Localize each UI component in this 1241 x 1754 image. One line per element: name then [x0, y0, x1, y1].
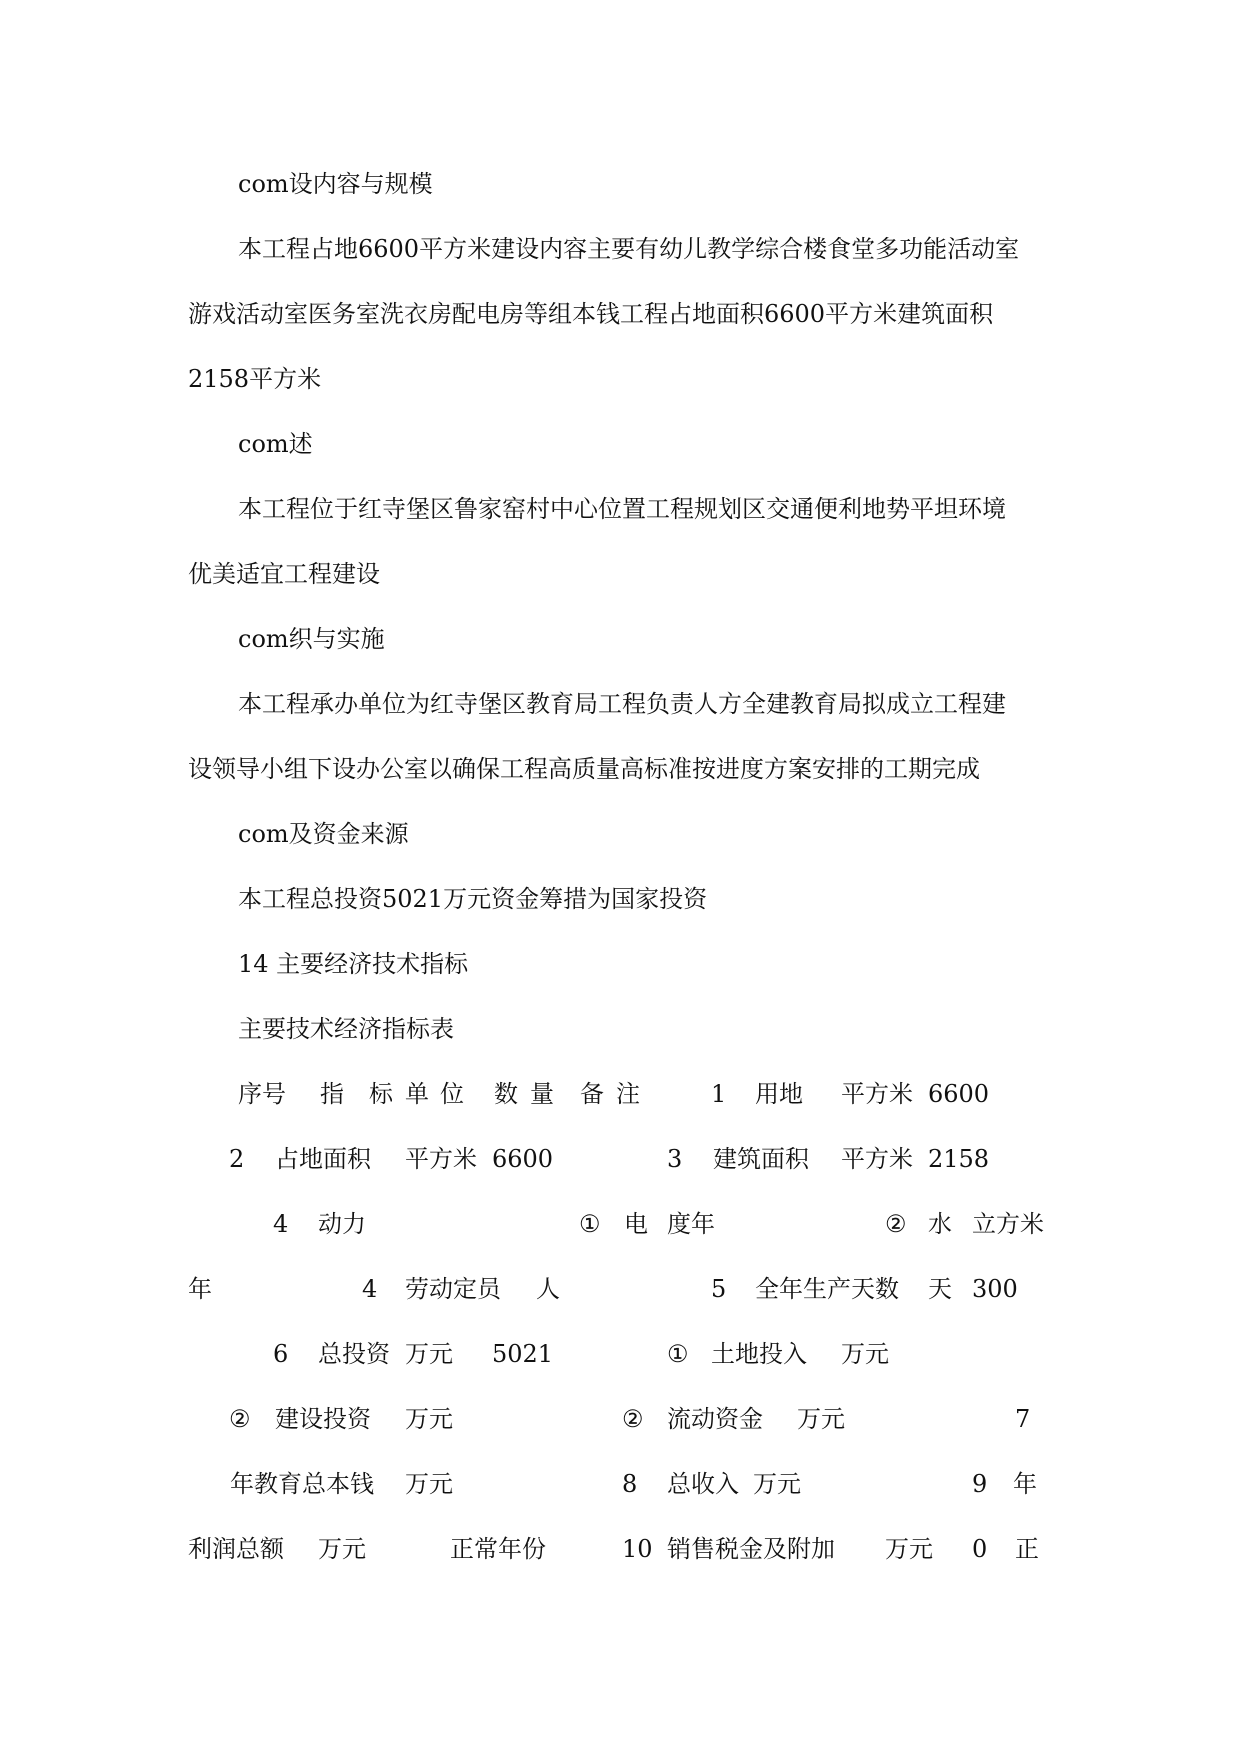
table-cell: 万元 [405, 1470, 453, 1498]
table-line [0, 1334, 1241, 1374]
table-line [0, 1464, 1241, 1504]
paragraph-line: 游戏活动室医务室洗衣房配电房等组本钱工程占地面积6600平方米建筑面积 [188, 300, 994, 328]
table-cell: 标 [369, 1080, 393, 1108]
table-cell: 9 [972, 1470, 988, 1498]
section-heading-indicators: 14 主要经济技术指标 [238, 950, 469, 978]
table-cell: 水 [928, 1210, 952, 1238]
table-cell: 5021 [492, 1340, 554, 1368]
table-cell: 注 [616, 1080, 640, 1108]
table-cell: ① [667, 1340, 689, 1368]
paragraph-line: 本工程占地6600平方米建设内容主要有幼儿教学综合楼食堂多功能活动室 [238, 235, 1020, 263]
table-cell: 2 [229, 1145, 245, 1173]
table-cell: 劳动定员 [405, 1275, 501, 1303]
section-heading-construction: com设内容与规模 [238, 170, 433, 198]
table-cell: 8 [622, 1470, 638, 1498]
table-cell: 年教育总本钱 [230, 1470, 374, 1498]
table-cell: 占地面积 [275, 1145, 371, 1173]
table-cell: 平方米 [405, 1145, 477, 1173]
table-cell: 序号 [238, 1080, 286, 1108]
table-line [0, 1399, 1241, 1439]
table-cell: 立方米 [972, 1210, 1044, 1238]
table-cell: 总收入 [667, 1470, 739, 1498]
table-cell: 2158 [928, 1145, 990, 1173]
table-title: 主要技术经济指标表 [238, 1015, 454, 1043]
section-heading-overview: com述 [238, 430, 313, 458]
table-cell: 用地 [755, 1080, 803, 1108]
table-cell: 年 [188, 1275, 212, 1303]
paragraph-line: 本工程总投资5021万元资金筹措为国家投资 [238, 885, 708, 913]
table-cell: 量 [530, 1080, 554, 1108]
table-cell: 平方米 [841, 1080, 913, 1108]
table-cell: 3 [667, 1145, 683, 1173]
table-line [0, 1269, 1241, 1309]
paragraph-line: 设领导小组下设办公室以确保工程高质量高标准按进度方案安排的工期完成 [188, 755, 980, 783]
section-heading-funding: com及资金来源 [238, 820, 409, 848]
table-cell: 平方米 [841, 1145, 913, 1173]
table-cell: 土地投入 [711, 1340, 807, 1368]
table-cell: 6 [273, 1340, 289, 1368]
table-cell: ① [579, 1210, 601, 1238]
table-cell: 指 [320, 1080, 344, 1108]
table-cell: 利润总额 [188, 1535, 284, 1563]
table-cell: 万元 [841, 1340, 889, 1368]
table-cell: 正常年份 [450, 1535, 546, 1563]
table-cell: 5 [711, 1275, 727, 1303]
table-cell: ② [229, 1405, 251, 1433]
table-cell: ② [885, 1210, 907, 1238]
table-cell: 7 [1015, 1405, 1031, 1433]
table-cell: 数 [494, 1080, 518, 1108]
paragraph-line: 本工程承办单位为红寺堡区教育局工程负责人方全建教育局拟成立工程建 [238, 690, 1006, 718]
table-cell: 总投资 [318, 1340, 390, 1368]
table-cell: 万元 [405, 1405, 453, 1433]
table-cell: 1 [711, 1080, 727, 1108]
table-cell: 10 [622, 1535, 653, 1563]
table-cell: 6600 [928, 1080, 990, 1108]
paragraph-line: 2158平方米 [188, 365, 322, 393]
table-cell: 4 [362, 1275, 378, 1303]
table-cell: 正 [1015, 1535, 1039, 1563]
table-cell: 万元 [797, 1405, 845, 1433]
table-line [0, 1074, 1241, 1114]
table-cell: 万元 [885, 1535, 933, 1563]
table-cell: ② [622, 1405, 644, 1433]
paragraph-line: 优美适宜工程建设 [188, 560, 380, 588]
table-cell: 建设投资 [275, 1405, 371, 1433]
table-cell: 流动资金 [667, 1405, 763, 1433]
table-line [0, 1529, 1241, 1569]
table-cell: 万元 [405, 1340, 453, 1368]
table-line [0, 1139, 1241, 1179]
paragraph-line: 本工程位于红寺堡区鲁家窑村中心位置工程规划区交通便利地势平坦环境 [238, 495, 1006, 523]
table-cell: 0 [972, 1535, 988, 1563]
table-cell: 电 [624, 1210, 648, 1238]
table-cell: 人 [536, 1275, 560, 1303]
table-line [0, 1204, 1241, 1244]
table-cell: 位 [440, 1080, 464, 1108]
table-cell: 6600 [492, 1145, 554, 1173]
section-heading-organization: com织与实施 [238, 625, 385, 653]
table-cell: 备 [580, 1080, 604, 1108]
table-cell: 度年 [667, 1210, 715, 1238]
table-cell: 4 [273, 1210, 289, 1238]
table-cell: 年 [1013, 1470, 1037, 1498]
table-cell: 销售税金及附加 [667, 1535, 835, 1563]
table-cell: 300 [972, 1275, 1018, 1303]
table-cell: 单 [405, 1080, 429, 1108]
table-cell: 天 [928, 1275, 952, 1303]
table-cell: 全年生产天数 [755, 1275, 899, 1303]
table-cell: 动力 [318, 1210, 366, 1238]
table-cell: 建筑面积 [713, 1145, 809, 1173]
table-cell: 万元 [318, 1535, 366, 1563]
table-cell: 万元 [753, 1470, 801, 1498]
